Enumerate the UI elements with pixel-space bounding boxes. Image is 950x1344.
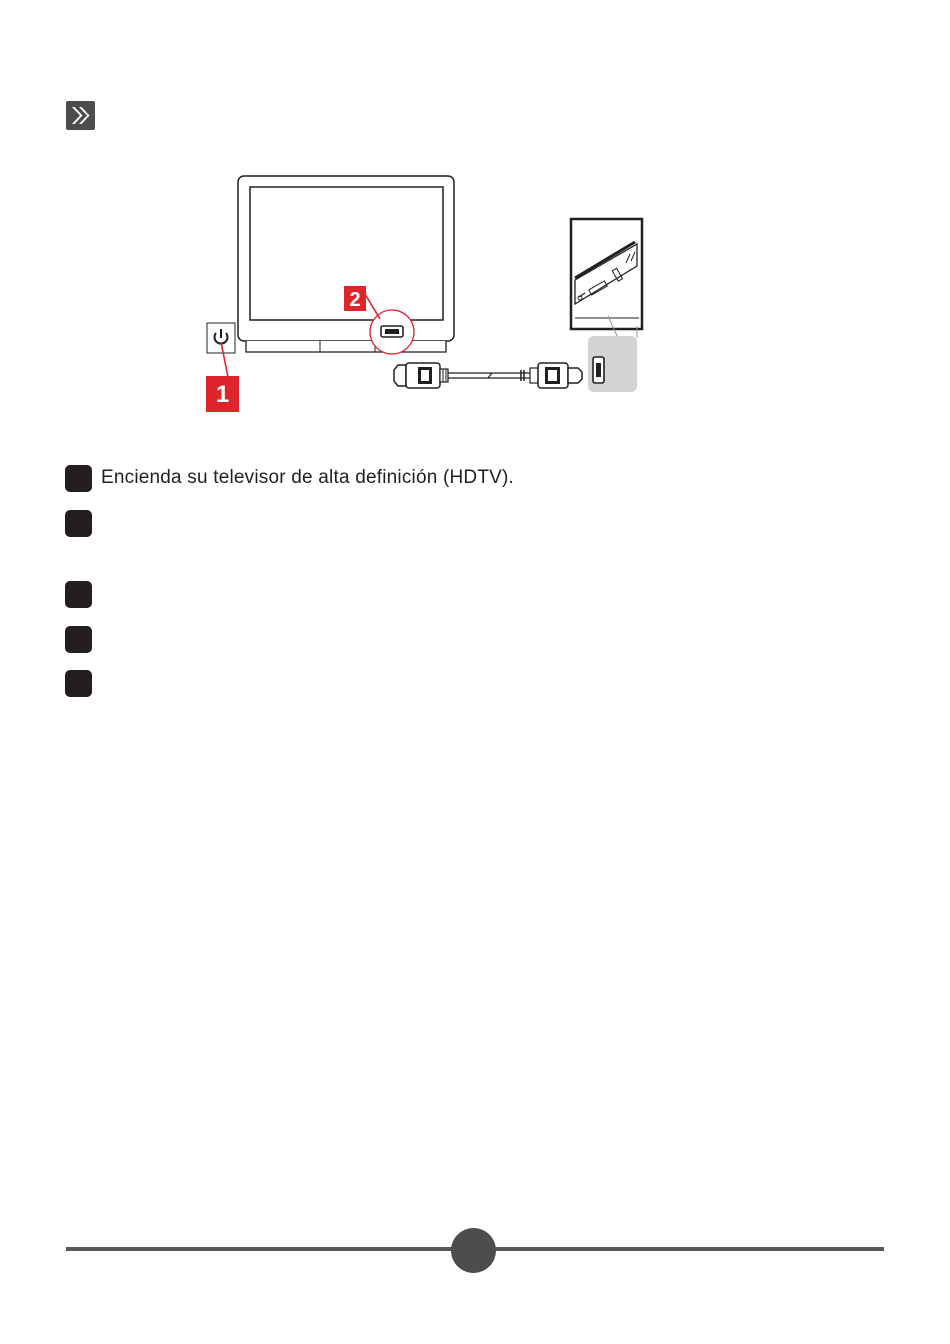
tv-hdmi-port-icon (370, 310, 414, 354)
step-3-bullet (65, 581, 92, 608)
tv-icon (238, 176, 454, 352)
page-number-badge (451, 1228, 496, 1273)
camera-inset-icon (571, 219, 642, 392)
step-4-bullet (65, 626, 92, 653)
section-arrow-icon (66, 101, 95, 130)
step-2-bullet (65, 510, 92, 537)
step-1-bullet (65, 465, 92, 492)
callout-1-label: 1 (215, 381, 230, 408)
step-1 (65, 465, 665, 493)
hdmi-cable-icon (394, 363, 582, 388)
step-2 (65, 510, 665, 538)
step-5 (65, 670, 665, 698)
callout-2-label: 2 (349, 289, 361, 311)
power-button-icon (207, 323, 235, 353)
step-1-text: Encienda su televisor de alta definición (HDTV). (101, 467, 515, 488)
hdtv-connection-illustration (190, 170, 650, 420)
step-4 (65, 626, 665, 654)
footer-rule-right (494, 1247, 884, 1251)
step-3 (65, 581, 665, 609)
step-5-bullet (65, 670, 92, 697)
footer-rule-left (66, 1247, 454, 1251)
